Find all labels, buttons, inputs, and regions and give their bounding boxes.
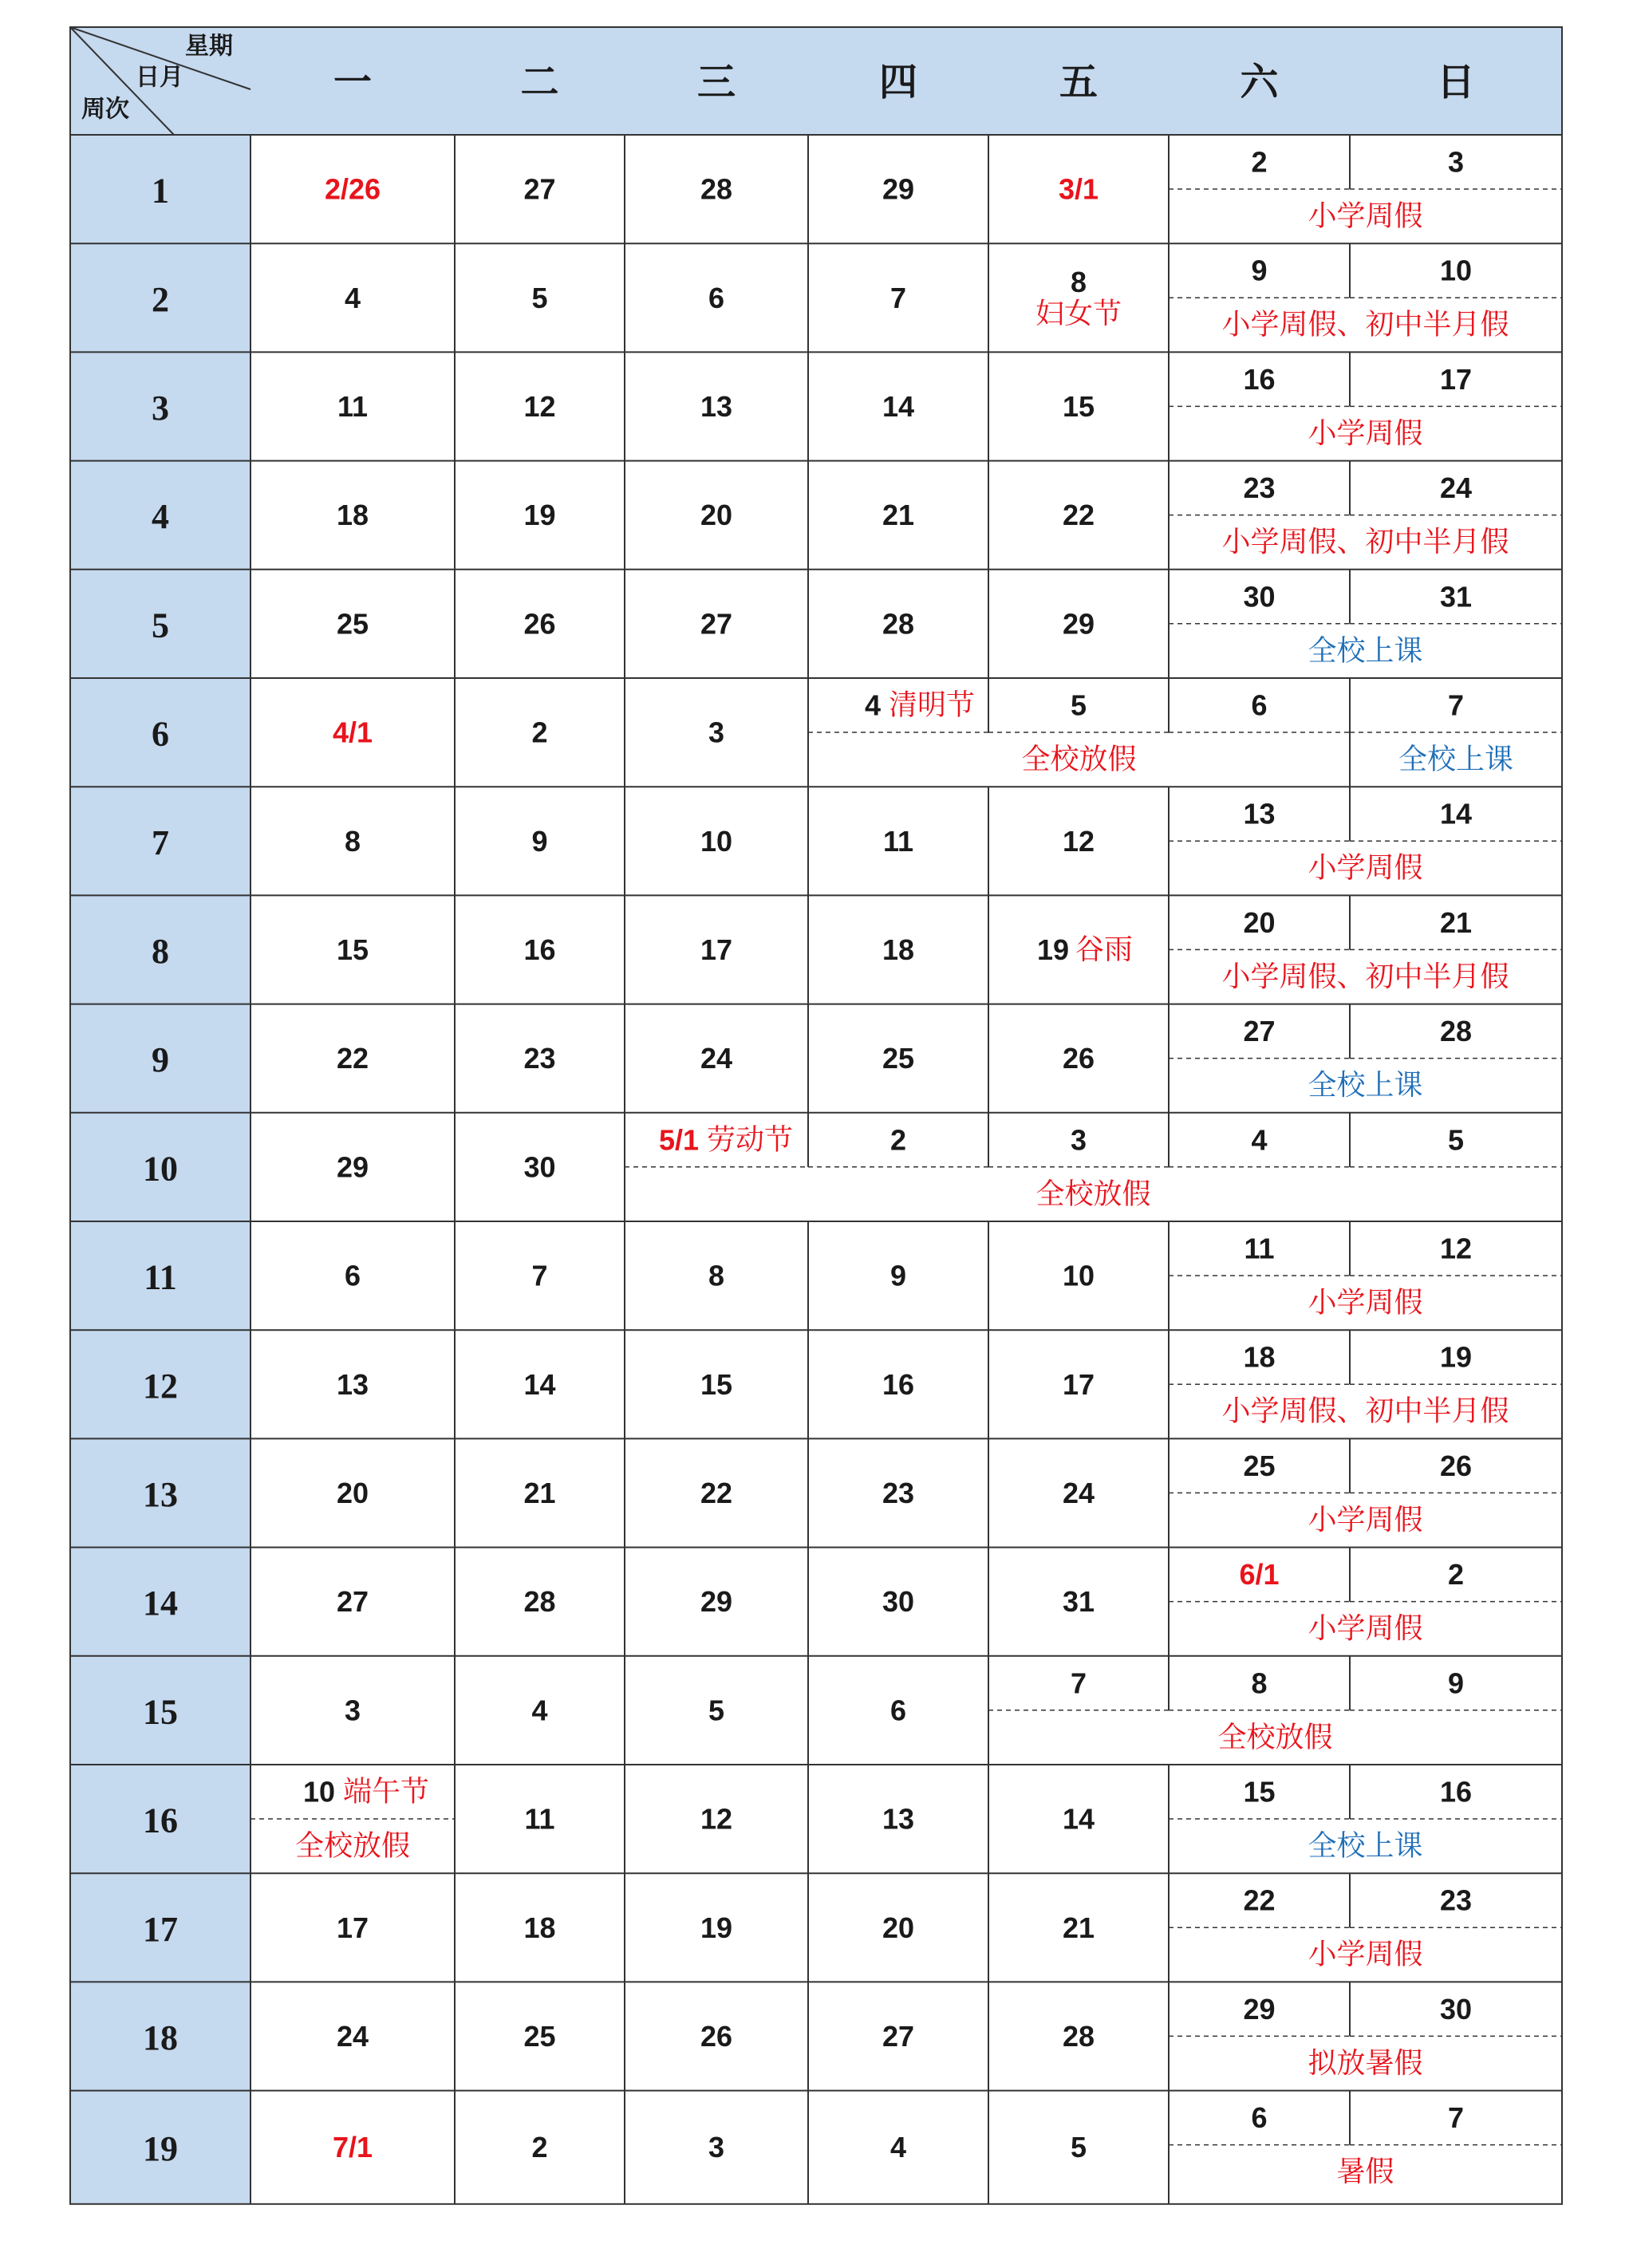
week-number: 7 [152,822,169,862]
date-cell: 4 [1251,1123,1268,1157]
date-cell: 13 [882,1802,915,1836]
date-cell: 21 [1062,1911,1095,1944]
date-cell: 8 [708,1259,725,1292]
date-cell: 9 [1447,1666,1465,1700]
week-number: 3 [152,389,169,428]
week-number: 1 [152,171,169,211]
week-number: 17 [143,1909,178,1949]
date-cell: 4 [864,688,881,722]
corner-label-week: 周次 [81,96,129,123]
date-cell: 16 [882,1367,915,1401]
date-cell: 4 [889,2131,907,2164]
date-cell: 4 [531,1694,548,1727]
date-cell: 29 [882,172,915,206]
date-cell: 12 [1062,824,1095,858]
date-cell: 31 [1062,1585,1095,1619]
date-cell: 10 [302,1775,335,1808]
status-band-label: 暑假 [1336,2156,1394,2189]
date-cell: 20 [1243,905,1276,939]
week-number: 16 [143,1801,178,1840]
status-band-label: 小学周假 [1308,1612,1423,1646]
date-cell: 12 [523,390,556,423]
date-cell: 2 [889,1123,907,1157]
date-cell: 2/26 [324,172,381,206]
date-cell: 27 [336,1585,369,1619]
date-cell: 23 [1439,1883,1473,1917]
date-cell: 21 [882,499,915,532]
status-band-label: 全校上课 [1308,634,1423,668]
date-cell: 26 [523,607,556,641]
status-band-label: 小学周假 [1308,199,1423,233]
week-number: 12 [143,1366,178,1406]
date-cell: 17 [700,933,733,966]
date-cell: 6 [1251,2101,1268,2135]
date-cell: 6 [1251,688,1268,722]
week-number: 10 [143,1149,178,1189]
date-cell: 17 [336,1911,369,1944]
week-number: 13 [143,1475,178,1514]
date-cell: 18 [882,933,915,966]
date-cell: 11 [524,1802,555,1836]
date-cell: 6 [889,1694,907,1727]
holiday-label: 端午节 [343,1775,430,1808]
week-number: 18 [143,2018,178,2057]
week-number: 9 [152,1040,169,1080]
date-cell: 5 [1070,688,1087,722]
date-cell: 27 [1243,1015,1276,1048]
date-cell: 3 [1447,145,1465,179]
week-number: 4 [152,497,169,537]
date-cell: 18 [523,1911,556,1944]
date-cell: 27 [700,607,733,641]
holiday-label: 谷雨 [1075,933,1134,966]
date-cell: 4 [344,281,361,314]
date-cell: 28 [523,1585,556,1619]
holiday-label: 妇女节 [1035,297,1122,330]
date-cell: 7 [1070,1666,1087,1700]
date-cell: 28 [1062,2020,1095,2053]
status-band-label: 小学周假 [1308,1286,1423,1319]
date-cell: 21 [1439,905,1473,939]
date-cell: 28 [700,172,733,206]
day-header-2: 二 [520,61,559,104]
week-number: 8 [152,932,169,971]
date-cell: 16 [1439,1775,1473,1808]
date-cell: 14 [1439,797,1473,830]
date-cell: 30 [1439,1992,1473,2025]
date-cell: 20 [882,1911,915,1944]
date-cell: 13 [336,1367,369,1401]
date-cell: 24 [336,2020,369,2053]
date-cell: 7 [531,1259,548,1292]
status-band-label: 小学周假、初中半月假 [1221,526,1509,559]
date-cell: 5 [708,1694,725,1727]
date-cell: 25 [336,607,369,641]
date-cell: 17 [1062,1367,1095,1401]
date-cell: 11 [882,824,914,858]
date-cell: 23 [1243,471,1276,505]
date-cell: 3 [1070,1123,1087,1157]
date-cell: 3/1 [1058,172,1099,206]
holiday-label: 清明节 [889,688,976,722]
date-cell: 22 [1062,499,1095,532]
date-cell: 17 [1439,362,1473,396]
status-band-label: 小学周假 [1308,1938,1423,1971]
status-band-label: 小学周假 [1308,1503,1423,1536]
date-cell: 11 [1244,1232,1275,1265]
week-number: 15 [143,1692,178,1732]
date-cell: 28 [882,607,915,641]
date-cell: 19 [1439,1340,1473,1374]
date-cell: 2 [1251,145,1268,179]
date-cell: 13 [1243,797,1276,830]
date-cell: 27 [523,172,556,206]
date-cell: 30 [1243,580,1276,613]
corner-label-date: 日月 [136,64,183,91]
date-cell: 3 [708,2131,725,2164]
date-cell: 3 [344,1694,361,1727]
date-cell: 6 [344,1259,361,1292]
date-cell: 15 [336,933,369,966]
date-cell: 20 [336,1477,369,1509]
date-cell: 25 [1243,1449,1276,1482]
date-cell: 13 [700,390,733,423]
date-cell: 9 [1251,254,1268,287]
status-band-label: 全校放假 [1217,1721,1333,1754]
date-cell: 25 [523,2020,556,2053]
date-cell: 14 [882,390,915,423]
date-cell: 26 [700,2020,733,2053]
date-cell: 5 [1447,1123,1465,1157]
date-cell: 10 [700,824,733,858]
date-cell: 26 [1062,1042,1095,1075]
date-cell: 7/1 [332,2131,373,2164]
calendar-text [81,34,1513,2189]
date-cell: 3 [708,716,725,749]
date-cell: 8 [344,824,361,858]
date-cell: 23 [882,1477,915,1509]
day-header-1: 一 [333,61,373,104]
date-cell: 9 [531,824,548,858]
status-band-label: 全校上课 [1398,743,1514,776]
date-cell: 20 [700,499,733,532]
holiday-label: 劳动节 [707,1123,794,1157]
date-cell: 7 [889,281,907,314]
header-row [70,27,1562,135]
date-cell: 25 [882,1042,915,1075]
status-band-label: 拟放暑假 [1308,2046,1423,2080]
date-cell: 26 [1439,1449,1473,1482]
date-cell: 6/1 [1239,1558,1280,1592]
date-cell: 16 [1243,362,1276,396]
date-cell: 29 [700,1585,733,1619]
date-cell: 15 [1062,390,1095,423]
day-header-7: 日 [1436,61,1476,104]
status-band-label: 小学周假、初中半月假 [1221,1394,1509,1428]
header-background [70,27,1562,135]
status-band-label: 全校放假 [1021,743,1137,776]
date-cell: 15 [700,1367,733,1401]
week-number: 2 [152,279,169,319]
day-header-5: 五 [1059,61,1099,104]
date-cell: 7 [1447,2101,1465,2135]
date-cell: 22 [336,1042,369,1075]
grid-lines [70,27,1562,2204]
date-cell: 19 [523,499,556,532]
week-number: 5 [152,605,169,645]
week-number: 14 [143,1584,178,1623]
date-cell: 31 [1439,580,1473,613]
date-cell: 15 [1243,1775,1276,1808]
date-cell: 5 [1070,2131,1087,2164]
date-cell: 11 [337,390,369,423]
date-cell: 7 [1447,688,1465,722]
date-cell: 29 [336,1150,369,1184]
date-cell: 2 [1447,1558,1465,1592]
date-cell: 23 [523,1042,556,1075]
date-cell: 2 [531,716,548,749]
week-number: 11 [144,1257,177,1297]
date-cell: 24 [1062,1477,1095,1509]
date-cell: 28 [1439,1015,1473,1048]
date-cell: 5 [531,281,548,314]
week-number: 6 [152,714,169,754]
status-band-label: 小学周假、初中半月假 [1221,308,1509,341]
date-cell: 22 [1243,1883,1276,1917]
day-header-4: 四 [878,61,918,104]
date-cell: 30 [882,1585,915,1619]
date-cell: 22 [700,1477,733,1509]
date-cell: 10 [1062,1259,1095,1292]
date-cell: 19 [700,1911,733,1944]
status-band-label: 小学周假 [1308,851,1423,885]
corner-label-weekday: 星期 [185,33,233,60]
day-header-3: 三 [696,61,736,104]
date-cell: 24 [1439,471,1473,505]
date-cell: 10 [1439,254,1473,287]
date-cell: 14 [523,1367,556,1401]
date-cell: 4/1 [332,716,373,749]
status-band-label: 全校放假 [294,1829,411,1863]
date-cell: 29 [1062,607,1095,641]
date-cell: 18 [1243,1340,1276,1374]
date-cell: 19 [1036,933,1069,966]
table-border [70,27,1562,2204]
day-header-6: 六 [1240,61,1279,104]
date-cell: 30 [523,1150,556,1184]
status-band-label: 全校放假 [1035,1177,1151,1211]
status-band-label: 全校上课 [1308,1829,1423,1863]
status-band-label: 小学周假、初中半月假 [1221,960,1509,993]
date-cell: 24 [700,1042,733,1075]
status-band-label: 全校上课 [1308,1069,1423,1102]
date-cell: 18 [336,499,369,532]
date-cell: 21 [523,1477,556,1509]
date-cell: 8 [1251,1666,1268,1700]
date-cell: 9 [889,1259,907,1292]
date-cell: 2 [531,2131,548,2164]
date-cell: 16 [523,933,556,966]
date-cell: 27 [882,2020,915,2053]
date-cell: 8 [1070,265,1087,298]
date-cell: 12 [700,1802,733,1836]
date-cell: 6 [708,281,725,314]
date-cell: 14 [1062,1802,1095,1836]
status-band-label: 小学周假 [1308,416,1423,450]
date-cell: 12 [1439,1232,1473,1265]
date-cell: 5/1 [658,1123,699,1157]
week-number: 19 [143,2129,178,2169]
date-cell: 29 [1243,1992,1276,2025]
